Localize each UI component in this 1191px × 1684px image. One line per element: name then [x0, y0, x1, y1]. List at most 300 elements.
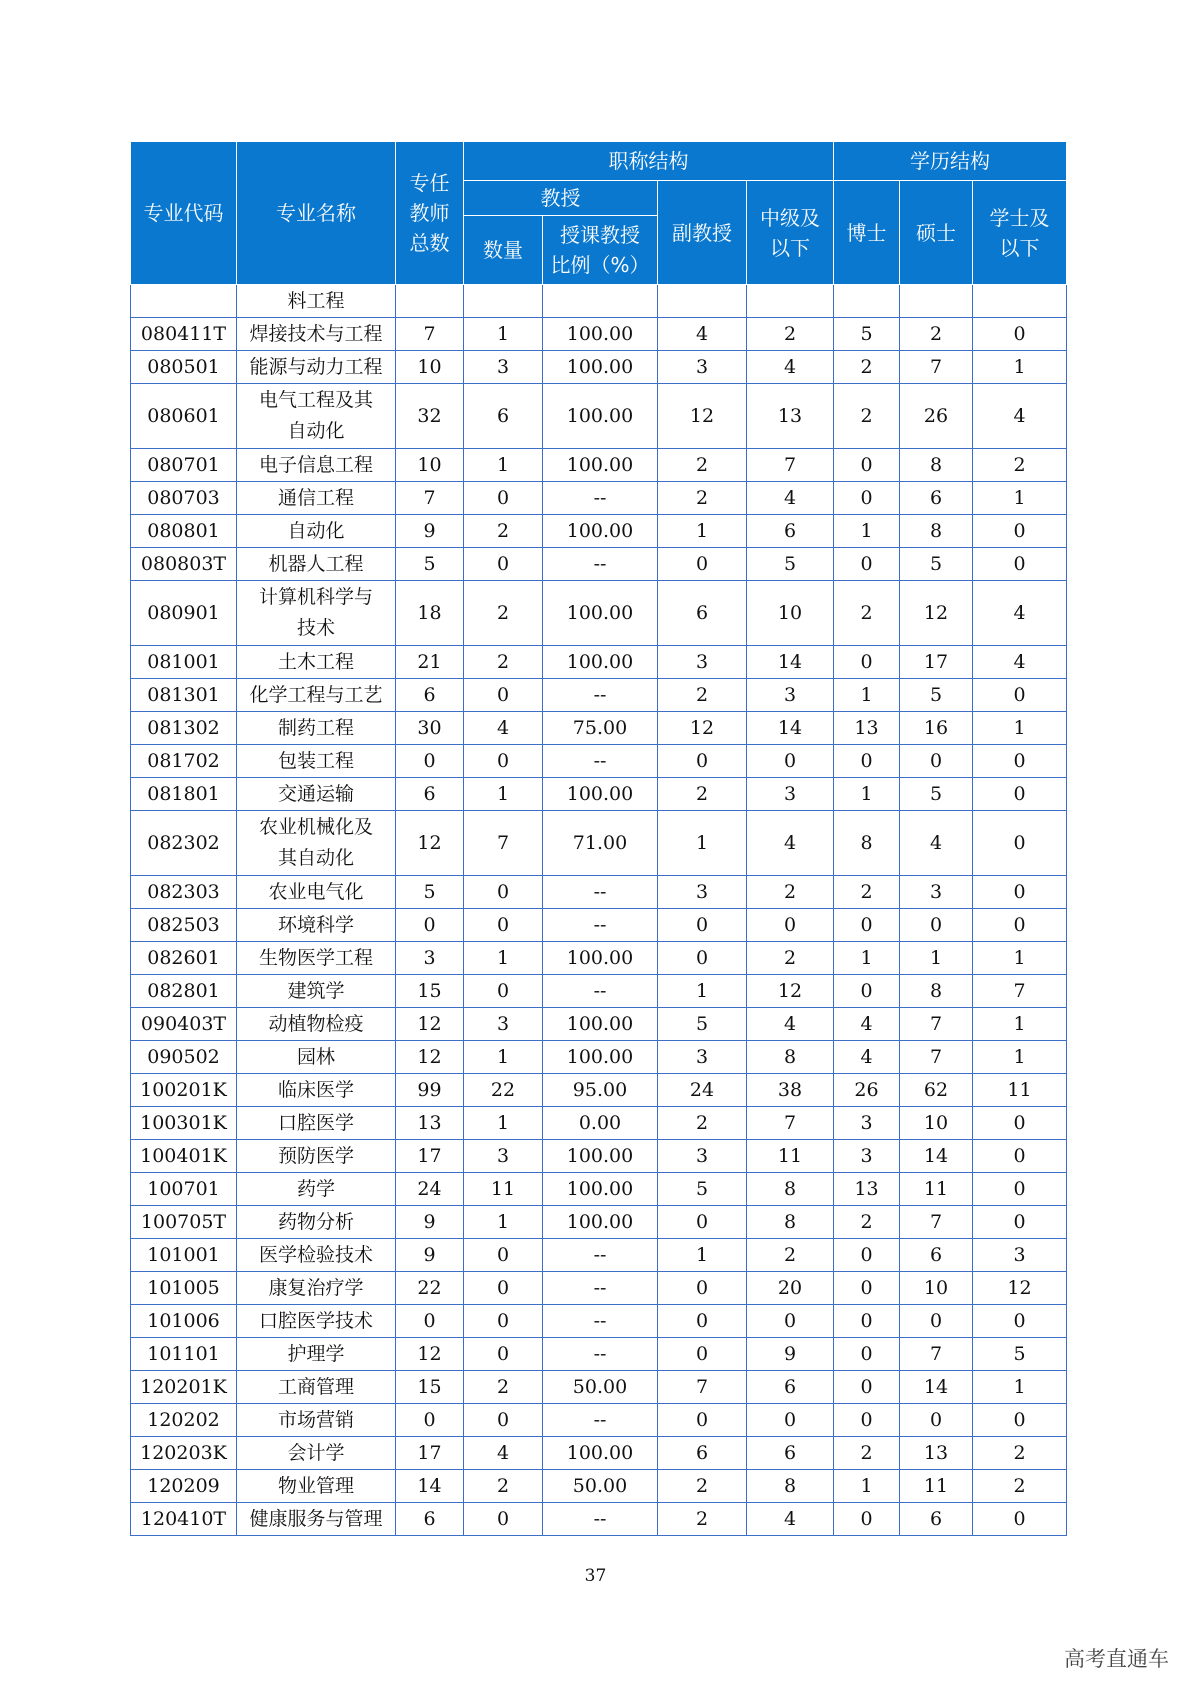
cell-bachelor: 1 [973, 1041, 1067, 1074]
cell-total: 32 [396, 384, 464, 449]
cell-bachelor: 0 [973, 1503, 1067, 1536]
cell-phd: 1 [834, 515, 900, 548]
cell-intermediate: 12 [747, 975, 834, 1008]
cell-bachelor: 3 [973, 1239, 1067, 1272]
cell-phd: 0 [834, 975, 900, 1008]
cell-code: 082302 [131, 811, 237, 876]
cell-total: 17 [396, 1437, 464, 1470]
cell-prof-ratio: 100.00 [543, 351, 658, 384]
cell-prof-count: 3 [464, 351, 543, 384]
table-row [131, 1239, 1067, 1272]
cell-total: 12 [396, 1008, 464, 1041]
table-row [131, 1074, 1067, 1107]
cell-intermediate: 8 [747, 1173, 834, 1206]
cell-code: 100301K [131, 1107, 237, 1140]
cell-total: 10 [396, 351, 464, 384]
cell-total [396, 285, 464, 318]
cell-assoc-prof: 6 [658, 1437, 747, 1470]
cell-phd: 2 [834, 384, 900, 449]
cell-intermediate: 3 [747, 778, 834, 811]
cell-master: 7 [900, 1206, 973, 1239]
header-intermediate: 中级及 以下 [747, 181, 834, 285]
cell-assoc-prof: 2 [658, 1107, 747, 1140]
cell-code: 100201K [131, 1074, 237, 1107]
cell-assoc-prof: 3 [658, 646, 747, 679]
cell-code: 081301 [131, 679, 237, 712]
cell-phd: 1 [834, 778, 900, 811]
cell-prof-count: 11 [464, 1173, 543, 1206]
cell-bachelor: 1 [973, 942, 1067, 975]
cell-prof-count: 0 [464, 679, 543, 712]
cell-prof-count: 1 [464, 1041, 543, 1074]
cell-intermediate: 11 [747, 1140, 834, 1173]
cell-intermediate: 4 [747, 482, 834, 515]
cell-total: 9 [396, 1206, 464, 1239]
cell-total: 22 [396, 1272, 464, 1305]
cell-prof-count: 0 [464, 482, 543, 515]
cell-phd: 0 [834, 909, 900, 942]
cell-assoc-prof: 24 [658, 1074, 747, 1107]
cell-assoc-prof: 0 [658, 745, 747, 778]
cell-assoc-prof: 3 [658, 1140, 747, 1173]
page-number: 37 [584, 1566, 607, 1586]
table-row [131, 1437, 1067, 1470]
header-title-structure: 职称结构 [464, 142, 834, 181]
table-row [131, 942, 1067, 975]
cell-code: 080803T [131, 548, 237, 581]
table-row [131, 384, 1067, 449]
cell-total: 0 [396, 1404, 464, 1437]
cell-code: 080411T [131, 318, 237, 351]
cell-name: 口腔医学 [237, 1107, 396, 1140]
cell-total: 6 [396, 1503, 464, 1536]
cell-bachelor: 0 [973, 1173, 1067, 1206]
cell-phd: 1 [834, 1470, 900, 1503]
cell-name: 临床医学 [237, 1074, 396, 1107]
cell-prof-ratio: 100.00 [543, 318, 658, 351]
cell-master: 1 [900, 942, 973, 975]
cell-total: 30 [396, 712, 464, 745]
cell-master: 7 [900, 1008, 973, 1041]
cell-master: 14 [900, 1140, 973, 1173]
cell-prof-ratio: -- [543, 1503, 658, 1536]
cell-master: 7 [900, 1041, 973, 1074]
cell-intermediate: 4 [747, 351, 834, 384]
cell-assoc-prof: 1 [658, 811, 747, 876]
cell-prof-count: 2 [464, 515, 543, 548]
cell-assoc-prof: 1 [658, 1239, 747, 1272]
table-row [131, 515, 1067, 548]
cell-assoc-prof: 0 [658, 942, 747, 975]
table-row [131, 1503, 1067, 1536]
cell-total: 10 [396, 449, 464, 482]
cell-total: 3 [396, 942, 464, 975]
cell-total: 7 [396, 482, 464, 515]
cell-intermediate: 13 [747, 384, 834, 449]
cell-intermediate: 8 [747, 1470, 834, 1503]
cell-assoc-prof [658, 285, 747, 318]
cell-name: 料工程 [237, 285, 396, 318]
table-row [131, 1338, 1067, 1371]
cell-assoc-prof: 2 [658, 1503, 747, 1536]
cell-intermediate: 0 [747, 1404, 834, 1437]
cell-assoc-prof: 5 [658, 1173, 747, 1206]
cell-prof-count: 0 [464, 1305, 543, 1338]
table-row [131, 646, 1067, 679]
cell-assoc-prof: 7 [658, 1371, 747, 1404]
table-row [131, 876, 1067, 909]
table-row [131, 1272, 1067, 1305]
cell-name: 环境科学 [237, 909, 396, 942]
table-row [131, 285, 1067, 318]
cell-phd: 0 [834, 1338, 900, 1371]
cell-code [131, 285, 237, 318]
cell-phd: 13 [834, 1173, 900, 1206]
cell-total: 0 [396, 1305, 464, 1338]
cell-code: 080501 [131, 351, 237, 384]
table-row [131, 318, 1067, 351]
header-code: 专业代码 [131, 142, 237, 285]
cell-assoc-prof: 0 [658, 1404, 747, 1437]
cell-prof-count: 3 [464, 1140, 543, 1173]
table-row [131, 1173, 1067, 1206]
cell-master: 6 [900, 1239, 973, 1272]
cell-prof-ratio: 95.00 [543, 1074, 658, 1107]
table-row [131, 745, 1067, 778]
cell-intermediate: 7 [747, 1107, 834, 1140]
cell-intermediate: 6 [747, 515, 834, 548]
cell-bachelor: 2 [973, 1470, 1067, 1503]
cell-prof-ratio: 100.00 [543, 1041, 658, 1074]
cell-master: 11 [900, 1470, 973, 1503]
cell-intermediate: 0 [747, 1305, 834, 1338]
table-row [131, 1107, 1067, 1140]
cell-prof-ratio: 0.00 [543, 1107, 658, 1140]
header-prof-ratio: 授课教授 比例（%） [543, 216, 658, 285]
cell-prof-count: 1 [464, 1107, 543, 1140]
table-row [131, 1404, 1067, 1437]
cell-total: 24 [396, 1173, 464, 1206]
cell-assoc-prof: 0 [658, 1338, 747, 1371]
cell-bachelor: 12 [973, 1272, 1067, 1305]
cell-assoc-prof: 0 [658, 548, 747, 581]
cell-intermediate: 4 [747, 1503, 834, 1536]
table-row [131, 1305, 1067, 1338]
header-professor: 教授 [464, 181, 658, 216]
cell-bachelor: 4 [973, 646, 1067, 679]
cell-phd: 8 [834, 811, 900, 876]
table-row [131, 1206, 1067, 1239]
cell-prof-count: 2 [464, 646, 543, 679]
cell-prof-ratio: 100.00 [543, 1437, 658, 1470]
cell-total: 17 [396, 1140, 464, 1173]
cell-prof-count: 0 [464, 1338, 543, 1371]
cell-phd: 2 [834, 876, 900, 909]
cell-phd: 0 [834, 1404, 900, 1437]
cell-code: 090502 [131, 1041, 237, 1074]
table-row [131, 909, 1067, 942]
cell-prof-ratio: 100.00 [543, 646, 658, 679]
cell-master: 2 [900, 318, 973, 351]
cell-assoc-prof: 1 [658, 975, 747, 1008]
cell-code: 120209 [131, 1470, 237, 1503]
cell-code: 080701 [131, 449, 237, 482]
cell-name: 电子信息工程 [237, 449, 396, 482]
cell-master: 4 [900, 811, 973, 876]
cell-phd: 0 [834, 482, 900, 515]
cell-prof-ratio: 100.00 [543, 449, 658, 482]
cell-prof-count: 1 [464, 778, 543, 811]
cell-name: 交通运输 [237, 778, 396, 811]
cell-phd: 0 [834, 1503, 900, 1536]
cell-intermediate: 20 [747, 1272, 834, 1305]
cell-total: 21 [396, 646, 464, 679]
cell-prof-count: 0 [464, 975, 543, 1008]
cell-code: 100401K [131, 1140, 237, 1173]
cell-bachelor: 0 [973, 318, 1067, 351]
cell-name: 自动化 [237, 515, 396, 548]
cell-assoc-prof: 1 [658, 515, 747, 548]
cell-name: 物业管理 [237, 1470, 396, 1503]
cell-prof-count: 4 [464, 1437, 543, 1470]
cell-phd [834, 285, 900, 318]
cell-bachelor: 1 [973, 351, 1067, 384]
cell-total: 18 [396, 581, 464, 646]
cell-prof-count: 2 [464, 1371, 543, 1404]
cell-prof-ratio: -- [543, 975, 658, 1008]
cell-intermediate: 2 [747, 318, 834, 351]
table-row [131, 1371, 1067, 1404]
cell-name: 能源与动力工程 [237, 351, 396, 384]
cell-master: 11 [900, 1173, 973, 1206]
cell-master: 3 [900, 876, 973, 909]
cell-assoc-prof: 3 [658, 1041, 747, 1074]
header-assoc-prof: 副教授 [658, 181, 747, 285]
cell-prof-count: 1 [464, 318, 543, 351]
cell-code: 101001 [131, 1239, 237, 1272]
table-row [131, 449, 1067, 482]
cell-intermediate: 9 [747, 1338, 834, 1371]
cell-intermediate: 8 [747, 1206, 834, 1239]
cell-master: 6 [900, 482, 973, 515]
cell-total: 6 [396, 679, 464, 712]
cell-prof-ratio: 100.00 [543, 515, 658, 548]
cell-name: 机器人工程 [237, 548, 396, 581]
cell-phd: 3 [834, 1140, 900, 1173]
table-row [131, 975, 1067, 1008]
cell-code: 081302 [131, 712, 237, 745]
cell-code: 081801 [131, 778, 237, 811]
cell-prof-count: 2 [464, 1470, 543, 1503]
cell-assoc-prof: 2 [658, 449, 747, 482]
cell-intermediate: 4 [747, 1008, 834, 1041]
cell-prof-count: 1 [464, 449, 543, 482]
cell-assoc-prof: 0 [658, 1272, 747, 1305]
cell-phd: 0 [834, 1272, 900, 1305]
cell-intermediate: 2 [747, 876, 834, 909]
cell-code: 090403T [131, 1008, 237, 1041]
cell-total: 13 [396, 1107, 464, 1140]
cell-code: 082303 [131, 876, 237, 909]
cell-master: 8 [900, 515, 973, 548]
table-row [131, 778, 1067, 811]
header-bachelor: 学士及 以下 [973, 181, 1067, 285]
table-header [131, 142, 1067, 285]
cell-prof-ratio: 50.00 [543, 1371, 658, 1404]
cell-phd: 1 [834, 679, 900, 712]
cell-intermediate: 38 [747, 1074, 834, 1107]
cell-phd: 2 [834, 1206, 900, 1239]
cell-intermediate: 4 [747, 811, 834, 876]
cell-phd: 0 [834, 1305, 900, 1338]
cell-bachelor: 1 [973, 1371, 1067, 1404]
cell-master: 14 [900, 1371, 973, 1404]
cell-prof-count: 1 [464, 942, 543, 975]
cell-prof-ratio: 71.00 [543, 811, 658, 876]
cell-bachelor: 2 [973, 449, 1067, 482]
cell-assoc-prof: 2 [658, 778, 747, 811]
cell-name: 药学 [237, 1173, 396, 1206]
cell-prof-ratio: 100.00 [543, 942, 658, 975]
cell-bachelor [973, 285, 1067, 318]
cell-total: 5 [396, 548, 464, 581]
cell-intermediate: 6 [747, 1437, 834, 1470]
cell-intermediate: 0 [747, 909, 834, 942]
cell-master: 12 [900, 581, 973, 646]
cell-bachelor: 7 [973, 975, 1067, 1008]
cell-code: 082503 [131, 909, 237, 942]
cell-master: 0 [900, 1305, 973, 1338]
cell-phd: 2 [834, 351, 900, 384]
cell-name: 动植物检疫 [237, 1008, 396, 1041]
cell-code: 101101 [131, 1338, 237, 1371]
cell-prof-ratio: -- [543, 548, 658, 581]
cell-name: 生物医学工程 [237, 942, 396, 975]
cell-prof-count: 0 [464, 1503, 543, 1536]
cell-bachelor: 4 [973, 581, 1067, 646]
cell-phd: 4 [834, 1008, 900, 1041]
table-row [131, 1041, 1067, 1074]
cell-phd: 0 [834, 548, 900, 581]
cell-bachelor: 0 [973, 1206, 1067, 1239]
cell-prof-ratio: 100.00 [543, 1008, 658, 1041]
cell-code: 080801 [131, 515, 237, 548]
cell-prof-ratio: 100.00 [543, 1140, 658, 1173]
cell-name: 化学工程与工艺 [237, 679, 396, 712]
cell-name: 医学检验技术 [237, 1239, 396, 1272]
cell-prof-count: 0 [464, 909, 543, 942]
cell-phd: 5 [834, 318, 900, 351]
cell-total: 14 [396, 1470, 464, 1503]
cell-master: 13 [900, 1437, 973, 1470]
cell-prof-count: 3 [464, 1008, 543, 1041]
watermark: 高考直通车 [1064, 1647, 1169, 1671]
cell-bachelor: 0 [973, 548, 1067, 581]
cell-prof-ratio: -- [543, 876, 658, 909]
cell-master: 17 [900, 646, 973, 679]
cell-code: 101005 [131, 1272, 237, 1305]
cell-assoc-prof: 3 [658, 351, 747, 384]
cell-intermediate: 14 [747, 712, 834, 745]
table-row [131, 1008, 1067, 1041]
cell-master: 5 [900, 679, 973, 712]
cell-assoc-prof: 3 [658, 876, 747, 909]
cell-assoc-prof: 2 [658, 679, 747, 712]
cell-master: 10 [900, 1272, 973, 1305]
table-row [131, 351, 1067, 384]
cell-total: 7 [396, 318, 464, 351]
cell-master: 7 [900, 351, 973, 384]
cell-master: 16 [900, 712, 973, 745]
table-row [131, 1140, 1067, 1173]
cell-bachelor: 1 [973, 482, 1067, 515]
cell-prof-ratio: -- [543, 1338, 658, 1371]
table-body [131, 285, 1067, 1536]
table-row [131, 482, 1067, 515]
cell-intermediate: 10 [747, 581, 834, 646]
cell-master: 62 [900, 1074, 973, 1107]
cell-total: 15 [396, 1371, 464, 1404]
cell-code: 082801 [131, 975, 237, 1008]
cell-prof-count: 2 [464, 581, 543, 646]
cell-phd: 0 [834, 745, 900, 778]
cell-code: 101006 [131, 1305, 237, 1338]
cell-total: 99 [396, 1074, 464, 1107]
cell-code: 082601 [131, 942, 237, 975]
cell-prof-ratio: 100.00 [543, 384, 658, 449]
cell-total: 6 [396, 778, 464, 811]
cell-master: 6 [900, 1503, 973, 1536]
cell-name: 护理学 [237, 1338, 396, 1371]
cell-total: 12 [396, 811, 464, 876]
cell-total: 15 [396, 975, 464, 1008]
cell-prof-ratio: 75.00 [543, 712, 658, 745]
cell-bachelor: 0 [973, 876, 1067, 909]
cell-prof-ratio: -- [543, 482, 658, 515]
cell-assoc-prof: 5 [658, 1008, 747, 1041]
cell-master: 0 [900, 1404, 973, 1437]
cell-bachelor: 1 [973, 1008, 1067, 1041]
cell-name: 口腔医学技术 [237, 1305, 396, 1338]
cell-bachelor: 4 [973, 384, 1067, 449]
cell-prof-count: 4 [464, 712, 543, 745]
cell-prof-count: 1 [464, 1206, 543, 1239]
cell-master: 8 [900, 449, 973, 482]
cell-name: 土木工程 [237, 646, 396, 679]
cell-intermediate [747, 285, 834, 318]
cell-code: 081702 [131, 745, 237, 778]
faculty-structure-table [130, 141, 1067, 1536]
cell-prof-ratio: -- [543, 909, 658, 942]
cell-bachelor: 0 [973, 1404, 1067, 1437]
cell-name: 农业电气化 [237, 876, 396, 909]
cell-prof-count: 0 [464, 1272, 543, 1305]
table-row [131, 1470, 1067, 1503]
cell-name: 计算机科学与 技术 [237, 581, 396, 646]
header-phd: 博士 [834, 181, 900, 285]
cell-prof-count: 0 [464, 548, 543, 581]
cell-intermediate: 0 [747, 745, 834, 778]
cell-total: 0 [396, 745, 464, 778]
cell-assoc-prof: 2 [658, 1470, 747, 1503]
cell-code: 100705T [131, 1206, 237, 1239]
cell-intermediate: 7 [747, 449, 834, 482]
cell-phd: 0 [834, 1371, 900, 1404]
cell-prof-count: 7 [464, 811, 543, 876]
cell-prof-ratio: -- [543, 1272, 658, 1305]
cell-bachelor: 0 [973, 1107, 1067, 1140]
cell-bachelor: 0 [973, 1305, 1067, 1338]
